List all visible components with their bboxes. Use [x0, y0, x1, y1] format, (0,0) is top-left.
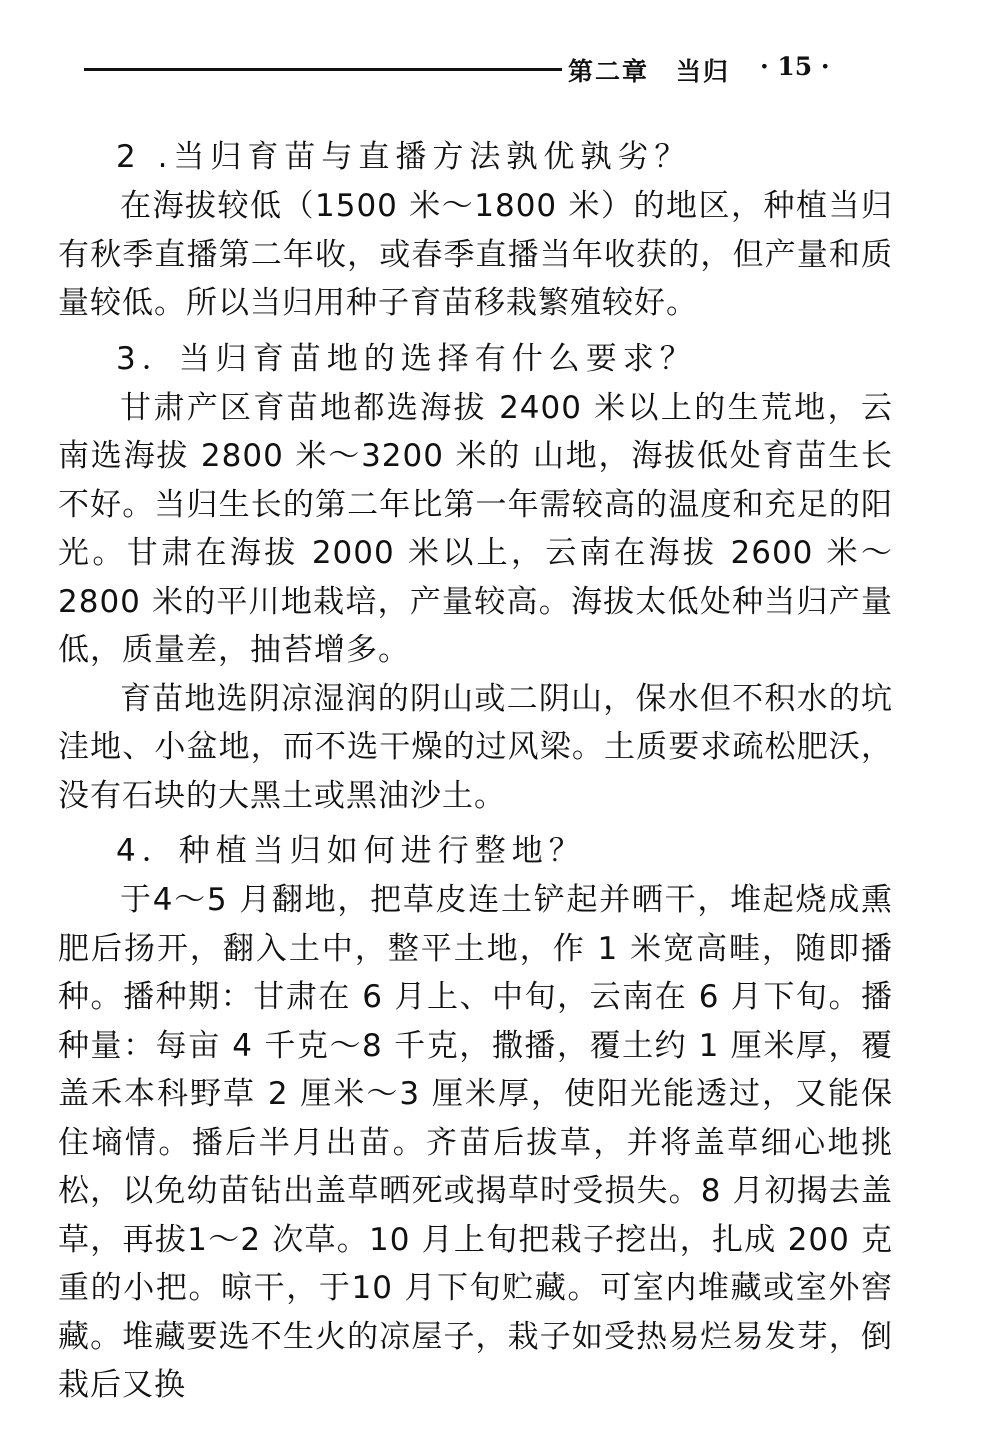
paragraph: 育苗地选阴凉湿润的阴山或二阴山，保水但不积水的坑洼地、小盆地，而不选干燥的过风梁。土质要求疏松肥沃，没有石块的大黑土或黑油沙土。	[58, 680, 893, 814]
paragraph: 于4～5 月翻地，把草皮连土铲起并晒干，堆起烧成熏肥后扬开，翻入土中，整平土地，作 1 米宽高畦，随即播种。播种期：甘肃在 6 月上、中旬，云南在 6 月下旬。播种量：每亩 4 千克～8 千克，撒播，覆土约 1 厘米厚，覆盖禾本科野草 2 厘米～3 厘米厚，使阳光能透过，又能保住墒情。播后半月出苗。齐苗后拔草，并将盖草细心地挑松，以免幼苗钻出盖草晒死或揭草时受损失。8 月初揭去盖草，再拔1～2 次草。10 月上旬把栽子挖出，扎成 200 克重的小把。晾干，于10 月下旬贮藏。可室内堆藏或室外窖藏。堆藏要选不生火的凉屋子，栽子如受热易烂易发芽，倒栽后又换	[58, 882, 893, 1403]
body-text	[58, 132, 893, 1410]
question-heading: 2 .当归育苗与直播方法孰优孰劣？	[116, 139, 692, 175]
page-number: · 15 ·	[760, 52, 830, 81]
paragraph: 在海拔较低（1500 米～1800 米）的地区，种植当归有秋季直播第二年收，或春季直播当年收获的，但产量和质量较低。所以当归用种子育苗移栽繁殖较好。	[58, 188, 893, 321]
question-heading: 3．当归育苗地的选择有什么要求？	[116, 340, 697, 377]
paragraph: 甘肃产区育苗地都选海拔 2400 米以上的生荒地，云南选海拔 2800 米～3200 米的 山地，海拔低处育苗生长不好。当归生长的第二年比第一年需较高的温度和充足的阳光。甘肃在海拔 2000 米以上，云南在海拔 2600 米～2800 米的平川地栽培，产量较高。海拔太低处种当归产量低，质量差，抽苔增多。	[58, 389, 893, 668]
chapter-title: 第二章 当归	[568, 57, 731, 86]
header-rule	[84, 68, 562, 71]
running-header	[0, 48, 981, 88]
question-heading: 4．种植当归如何进行整地？	[116, 833, 586, 869]
